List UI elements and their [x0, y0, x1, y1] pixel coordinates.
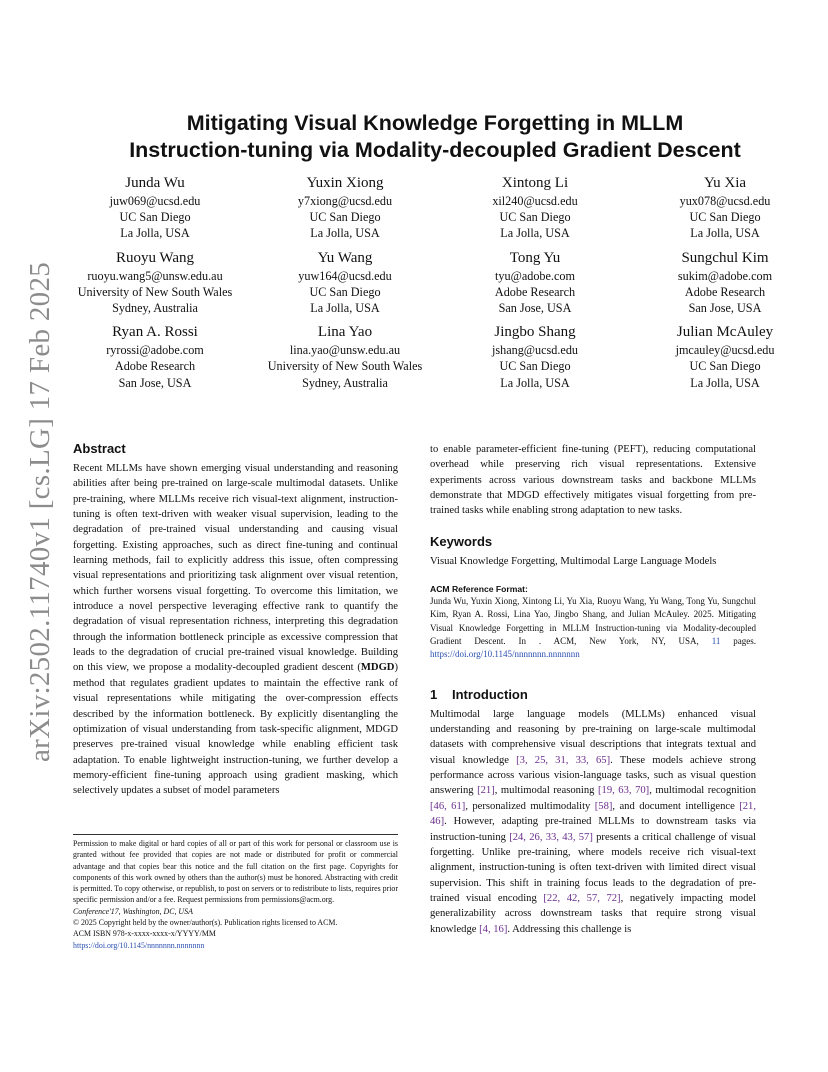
author-email: jmcauley@ucsd.edu [675, 343, 775, 358]
author-location: La Jolla, USA [690, 226, 760, 241]
author-affiliation: University of New South Wales [77, 284, 233, 299]
author-affiliation: Adobe Research [684, 284, 766, 299]
author-name: Junda Wu [125, 175, 185, 191]
author-name: Ruoyu Wang [115, 249, 195, 266]
author-affiliation: UC San Diego [689, 359, 761, 374]
author-email: ryrossi@adobe.com [106, 343, 204, 358]
author-entry [250, 248, 440, 317]
acm-reference-body: Junda Wu, Yuxin Xiong, Xintong Li, Yu Xia, Ruoyu Wang, Yu Wang, Tong Yu, Sungchul Kim, Ryan A. Rossi, Lina Yao, Jingbo Shang, and Julian McAuley. 2025. Mitigating Visual Knowledge Forgetting in MLLM Instruction-tuning via Modality-decoupled Gradient Descent. In . ACM, New York, NY, USA, [430, 595, 756, 646]
author-entry [630, 248, 820, 317]
author-location: La Jolla, USA [120, 226, 190, 241]
paper-title [70, 110, 800, 164]
author-location: La Jolla, USA [690, 375, 760, 390]
author-list [60, 173, 820, 391]
author-location: La Jolla, USA [500, 375, 570, 390]
left-column [73, 440, 398, 799]
abstract-text-b: ) method that regulates gradient updates to maintain the effective rank of visual representations while mitigating the over-compression effects described by the information bottleneck. By explicitly disentangling the optimization of visual understanding from task-specific alignment, MDGD preserves pre-trained visual knowledge while enabling efficient task adaptation. To enable lightweight instruction-tuning, we further develop a memory-efficient fine-tuning approach using gradient masking, which selectively updates a subset of model parameters [73, 662, 398, 797]
citation-link[interactable]: [21, 46] [430, 800, 756, 828]
intro-text: , negatively impacting model generalizability across downstream tasks that require strong visual knowledge [430, 892, 757, 935]
isbn-line: ACM ISBN 978-x-xxxx-xxxx-x/YYYY/MM [73, 929, 216, 939]
intro-text: , multimodal recognition [649, 785, 756, 797]
author-entry [440, 322, 630, 391]
author-name: Sungchul Kim [681, 249, 769, 266]
author-location: San Jose, USA [498, 301, 572, 316]
page-count-link[interactable]: 11 [711, 635, 721, 646]
right-column [430, 442, 756, 937]
permission-notice: Permission to make digital or hard copies of all or part of this work for personal or classroom use is granted without fee provided that copies are not made or distributed for profit or commercial advantage and that copies bear this notice and the full citation on the first page. Copyrights for components of this work owned by others than the author(s) must be honored. Abstracting with credit is permitted. To copy otherwise, or republish, to post on servers or to redistribute to lists, requires prior specific permission and/or a fee. Request permissions from permissions@acm.org. [73, 839, 398, 905]
citation-link[interactable]: [4, 16] [479, 923, 508, 935]
author-email: sukim@adobe.com [677, 268, 773, 283]
author-name: Yu Xia [703, 175, 747, 191]
author-email: yuw164@ucsd.edu [298, 268, 392, 283]
author-affiliation: UC San Diego [689, 210, 761, 225]
author-email: jshang@ucsd.edu [491, 343, 579, 358]
author-affiliation: UC San Diego [499, 359, 571, 374]
copyright-line: © 2025 Copyright held by the owner/author(s). Publication rights licensed to ACM. [73, 918, 338, 928]
abstract-heading: Abstract [73, 441, 126, 456]
section-title: Introduction [452, 686, 528, 702]
introduction-body [430, 707, 756, 937]
author-name: Jingbo Shang [494, 324, 576, 341]
author-email: xil240@ucsd.edu [492, 194, 578, 208]
abstract-text-a: Recent MLLMs have shown emerging visual understanding and reasoning abilities after being pre-trained on large-scale multimodal datasets. Unlike pre-training, where MLLMs receive rich visual-text alignment, instruction-tuning is often text-driven with weaker visual supervision, leading to the degradation of pre-trained visual understanding and causing visual forgetting. Existing approaches, such as direct fine-tuning and continual learning methods, fail to explicitly address this issue, often compressing visual representations and prioritizing task alignment over visual retention, which further worsens visual forgetting. To overcome this limitation, we introduce a novel perspective leveraging effective rank to quantify the degradation of visual representation richness, interpreting this degradation through the information bottleneck principle as excessive compression that leads to the degradation of crucial pre-trained visual knowledge. Building on this view, we propose a modality-decoupled gradient descent ( [73, 463, 398, 674]
arxiv-identifier: arXiv:2502.11740v1 [cs.LG] 17 Feb 2025 [24, 261, 56, 762]
author-location: San Jose, USA [688, 301, 762, 316]
page-count-suffix: pages. [733, 635, 757, 646]
abstract-continuation: to enable parameter-efficient fine-tuning (PEFT), reducing computational overhead while preserving rich visual representations. Extensive experiments across various downstream tasks and backbone MLLMs demonstrate that MDGD effectively mitigates visual forgetting from pre-trained tasks while enabling strong adaptation to new tasks. [430, 444, 756, 517]
intro-text: . Addressing this challenge is [507, 923, 632, 935]
author-affiliation: UC San Diego [499, 210, 571, 225]
mdgd-acronym: MDGD [360, 662, 395, 674]
author-location: La Jolla, USA [310, 226, 380, 241]
author-entry [630, 173, 820, 242]
introduction-heading [430, 686, 756, 703]
author-email: juw069@ucsd.edu [109, 194, 201, 208]
intro-text: , multimodal reasoning [494, 785, 598, 797]
citation-link[interactable]: [3, 25, 31, 33, 65] [516, 754, 611, 766]
author-email: yux078@ucsd.edu [679, 194, 771, 208]
author-affiliation: Adobe Research [114, 359, 196, 374]
author-name: Yuxin Xiong [306, 175, 384, 191]
intro-text: Multimodal large language models (MLLMs) enhanced visual understanding and reasoning by pre-training on large-scale multimodal datasets with comprehensive visual descriptions that integrats textual and visual knowledge [430, 708, 756, 766]
keywords-heading: Keywords [430, 533, 493, 549]
author-entry [440, 248, 630, 317]
abstract-body [73, 461, 398, 799]
author-name: Lina Yao [317, 324, 373, 341]
intro-text: presents a critical challenge of visual forgetting. Unlike pre-training, where models receive rich visual-text alignment, instruction-tuning is often text-driven with limited direct visual supervision. This shift in training focus leads to the degradation of pre-trained visual encoding [430, 831, 756, 904]
author-affiliation: UC San Diego [309, 210, 381, 225]
section-number: 1 [430, 686, 438, 702]
author-email: tyu@adobe.com [495, 268, 575, 283]
intro-text: , personalized multimodality [465, 800, 595, 812]
author-name: Yu Wang [317, 249, 373, 266]
author-entry [250, 322, 440, 391]
author-affiliation: University of New South Wales [267, 359, 423, 374]
author-affiliation: Adobe Research [494, 284, 576, 299]
author-email: ruoyu.wang5@unsw.edu.au [87, 268, 223, 283]
citation-link[interactable]: [22, 42, 57, 72] [543, 892, 621, 904]
author-name: Ryan A. Rossi [112, 324, 198, 341]
citation-link[interactable]: [19, 63, 70] [598, 785, 650, 797]
keywords-list: Visual Knowledge Forgetting, Multimodal Large Language Models [430, 555, 717, 567]
citation-link[interactable]: [24, 26, 33, 43, 57] [509, 831, 593, 843]
author-affiliation: UC San Diego [119, 210, 191, 225]
citation-link[interactable]: [46, 61] [430, 800, 466, 812]
author-entry [440, 173, 630, 242]
author-entry [60, 173, 250, 242]
author-location: La Jolla, USA [310, 301, 380, 316]
citation-link[interactable]: [21] [477, 785, 495, 797]
citation-link[interactable]: [58] [594, 800, 613, 812]
author-location: Sydney, Australia [112, 301, 198, 316]
author-name: Xintong Li [501, 175, 569, 191]
author-name: Tong Yu [509, 249, 561, 266]
acm-doi-link[interactable]: https://doi.org/10.1145/nnnnnnn.nnnnnnn [430, 649, 580, 660]
author-entry [60, 248, 250, 317]
acm-reference-text [430, 595, 756, 662]
author-affiliation: UC San Diego [309, 284, 381, 299]
author-entry [250, 173, 440, 242]
author-location: Sydney, Australia [302, 375, 388, 390]
author-name: Julian McAuley [676, 324, 774, 341]
keywords-section [430, 533, 756, 569]
intro-text: . These models achieve strong performance across various vision-language tasks, such as visual question answering [430, 754, 756, 797]
author-location: La Jolla, USA [500, 226, 570, 241]
author-location: San Jose, USA [118, 375, 192, 390]
copyright-footnote [73, 834, 398, 951]
intro-text: . However, adapting pre-trained MLLMs to downstream tasks via instruction-tuning [430, 816, 756, 843]
doi-link[interactable]: https://doi.org/10.1145/nnnnnnn.nnnnnnn [73, 940, 205, 950]
intro-text: , and document intelligence [612, 800, 740, 812]
title-line-1: Mitigating Visual Knowledge Forgetting in MLLM [186, 111, 684, 135]
title-line-2: Instruction-tuning via Modality-decoupled Gradient Descent [129, 138, 741, 162]
conference-venue: Conference'17, Washington, DC, USA [73, 906, 193, 916]
author-email: lina.yao@unsw.edu.au [289, 343, 401, 358]
author-entry [630, 322, 820, 391]
author-entry [60, 322, 250, 391]
author-email: y7xiong@ucsd.edu [297, 194, 393, 208]
acm-reference-label: ACM Reference Format: [430, 583, 528, 594]
